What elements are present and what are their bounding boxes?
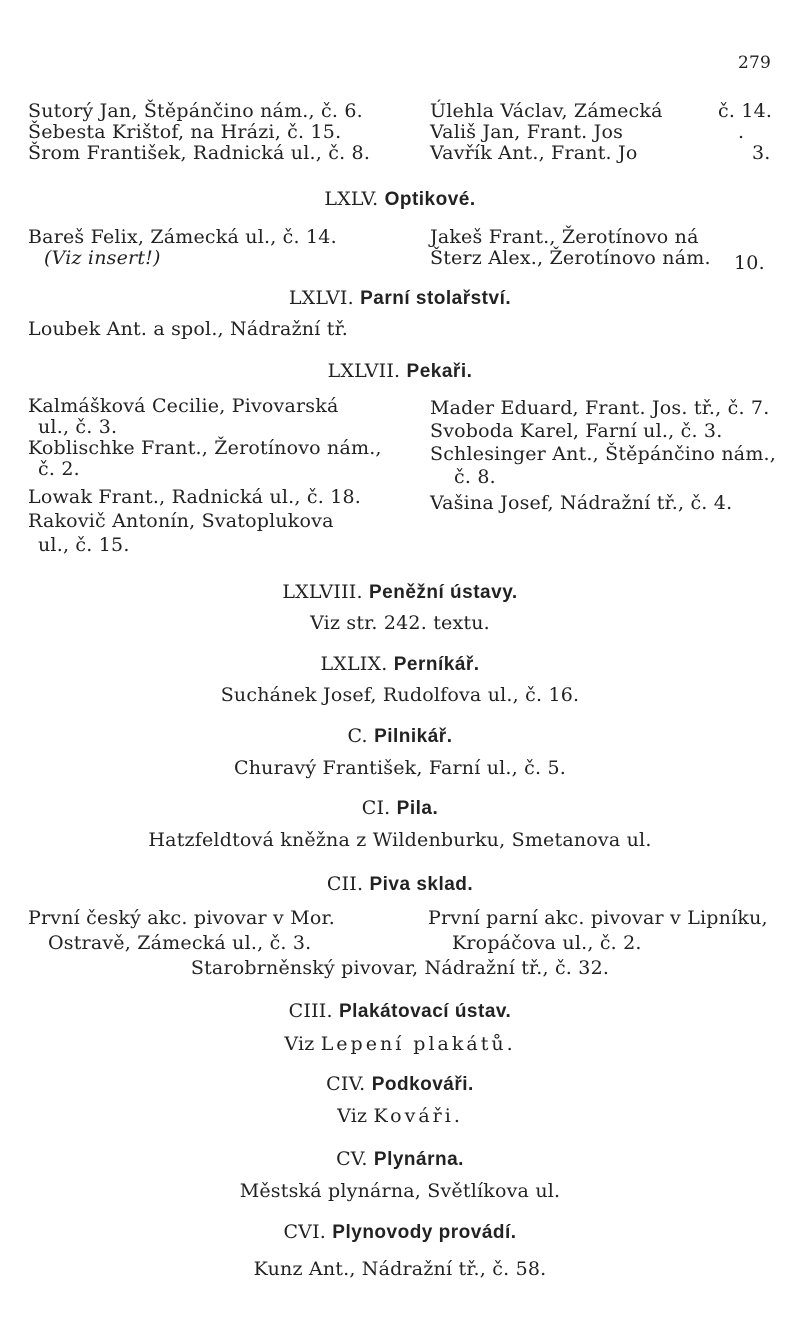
entry: Jakeš Frant., Žerotínovo ná (430, 226, 699, 248)
section-heading: CII. Piva sklad. (326, 873, 474, 895)
entry: Městská plynárna, Světlíkova ul. (239, 1180, 561, 1202)
entry: Sutorý Jan, Štěpánčino nám., č. 6. (28, 100, 363, 122)
entry: Šrom František, Radnická ul., č. 8. (28, 142, 371, 164)
entry: Kropáčova ul., č. 2. (452, 932, 642, 954)
entry: Bareš Felix, Zámecká ul., č. 14. (28, 226, 337, 248)
cross-reference: Viz Kováři. (337, 1105, 463, 1127)
section-heading: CV. Plynárna. (336, 1148, 464, 1170)
entry: Úlehla Václav, Zámecká (430, 100, 663, 122)
entry: Kunz Ant., Nádražní tř., č. 58. (253, 1258, 547, 1280)
entry-number: 10. (734, 252, 765, 274)
section-heading: CIV. Podkováři. (326, 1073, 474, 1095)
cross-reference: Viz Lepení plakátů. (284, 1033, 516, 1055)
page-number: 279 (738, 53, 772, 73)
section-heading: LXLV. Optikové. (324, 188, 476, 210)
entry: Viz str. 242. textu. (310, 612, 490, 634)
entry-number: 3. (752, 142, 771, 164)
entry-number: č. 14. (718, 100, 773, 122)
entry: Churavý František, Farní ul., č. 5. (234, 757, 566, 779)
entry: Vavřík Ant., Frant. Jo (430, 142, 638, 164)
entry: Koblischke Frant., Žerotínovo nám., (28, 437, 382, 459)
entry: První český akc. pivovar v Mor. (28, 907, 335, 929)
entry: č. 2. (38, 458, 80, 480)
section-heading: LXLVII. Pekaři. (327, 360, 473, 382)
entry: Loubek Ant. a spol., Nádražní tř. (28, 318, 348, 340)
entry: Vašina Josef, Nádražní tř., č. 4. (430, 492, 733, 514)
entry: Vališ Jan, Frant. Jos (430, 121, 624, 143)
entry: Schlesinger Ant., Štěpánčino nám., (430, 443, 777, 465)
section-heading: LXLVI. Parní stolařství. (288, 287, 512, 309)
section-heading: C. Pilnikář. (347, 725, 453, 747)
entry: Mader Eduard, Frant. Jos. tř., č. 7. (430, 397, 770, 419)
entry: První parní akc. pivovar v Lipníku, (428, 907, 768, 929)
entry: Rakovič Antonín, Svatoplukova (28, 510, 334, 532)
section-heading: LXLIX. Perníkář. (320, 653, 480, 675)
entry: Kalmášková Cecilie, Pivovarská (28, 395, 339, 417)
entry: Ostravě, Zámecká ul., č. 3. (48, 932, 312, 954)
note: (Viz insert!) (44, 247, 161, 269)
entry-number: . (738, 121, 745, 143)
entry: Hatzfeldtová kněžna z Wildenburku, Smetanova ul. (148, 829, 652, 851)
entry: Suchánek Josef, Rudolfova ul., č. 16. (220, 684, 580, 706)
section-heading: CVI. Plynovody provádí. (283, 1221, 517, 1243)
section-heading: LXLVIII. Peněžní ústavy. (282, 581, 518, 603)
section-heading: CI. Pila. (361, 797, 439, 819)
entry: ul., č. 15. (38, 534, 130, 556)
entry: Šterz Alex., Žerotínovo nám. (430, 247, 711, 269)
entry: Svoboda Karel, Farní ul., č. 3. (430, 420, 723, 442)
entry: ul., č. 3. (38, 416, 118, 438)
entry: Lowak Frant., Radnická ul., č. 18. (28, 486, 362, 508)
entry: č. 8. (454, 466, 496, 488)
entry: Starobrněnský pivovar, Nádražní tř., č. 32. (190, 957, 610, 979)
entry: Šebesta Krištof, na Hrázi, č. 15. (28, 121, 342, 143)
section-heading: CIII. Plakátovací ústav. (288, 1000, 512, 1022)
